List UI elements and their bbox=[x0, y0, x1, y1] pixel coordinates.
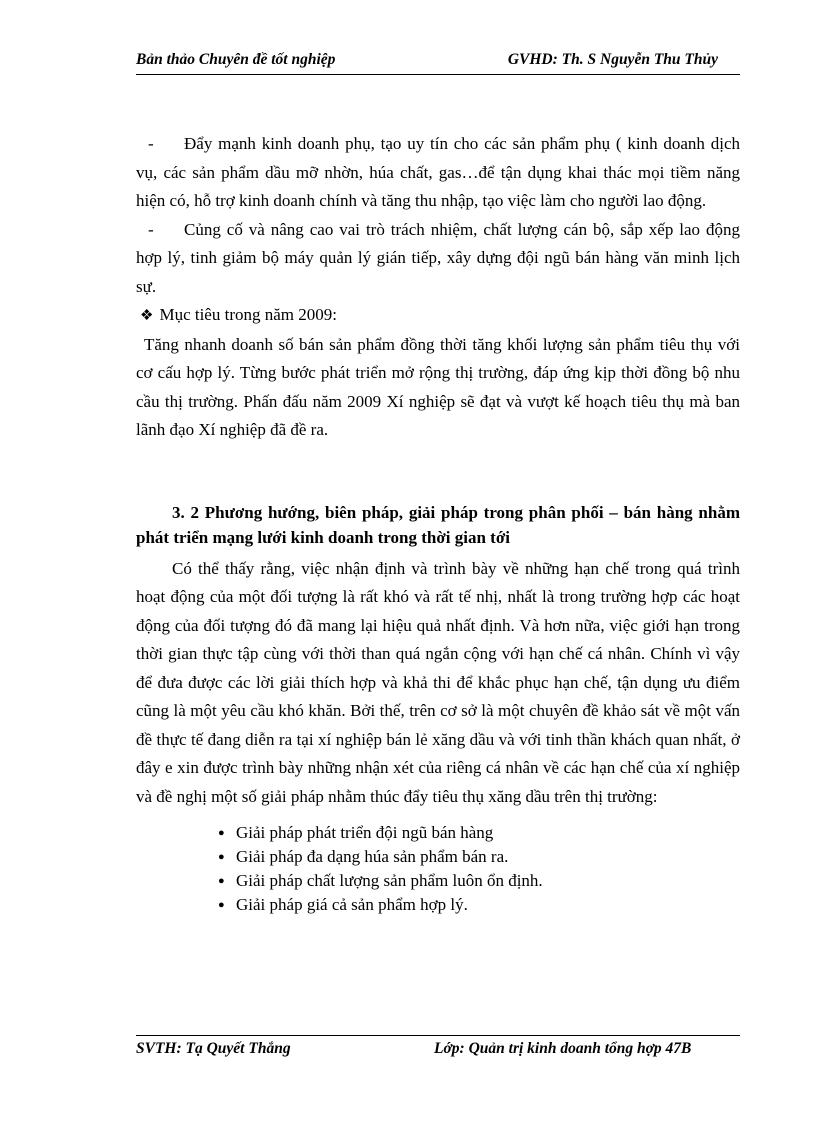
body-paragraph: Có thể thấy rằng, việc nhận định và trình bày về những hạn chế trong quá trình hoạt động của một đối tượng là rất khó và rất tế nhị, nhất là trong trường hợp các hoạt động của đối tượng đó đã mang lại hiệu quả nhất định. Và hơn nữa, việc giới hạn trong thời gian thực tập cùng với thời than quá ngắn cộng với hạn chế cá nhân. Chính vì vậy để đưa được các lời giải thích hợp và khả thi để khắc phục hạn chế, tận dụng ưu điểm cũng là một yêu cầu khó khăn. Bởi thế, trên cơ sở là một chuyên đề khảo sát về một vấn đề thực tế đang diễn ra tại xí nghiệp bán lẻ xăng dầu và với tinh thần khách quan nhất, ở đây e xin được trình bày những nhận xét của riêng cá nhân về các hạn chế của xí nghiệp và đề nghị một số giải pháp nhằm thúc đẩy tiêu thụ xăng dầu trên thị trường: bbox=[136, 558, 740, 806]
dash-marker: - bbox=[148, 134, 154, 153]
header-document-title: Bản thảo Chuyên đề tốt nghiệp bbox=[136, 51, 336, 68]
section-heading: 3. 2 Phương hướng, biên pháp, giải pháp trong phân phối – bán hàng nhằm phát triển mạng lưới kinh doanh trong thời gian tới bbox=[136, 502, 740, 547]
goal-heading-text: Mục tiêu trong năm 2009: bbox=[159, 305, 337, 324]
footer-class: Lớp: Quản trị kinh doanh tổng hợp 47B bbox=[434, 1040, 692, 1057]
goal-paragraph: Tăng nhanh doanh số bán sản phẩm đồng thời tăng khối lượng sản phẩm tiêu thụ với cơ cấu hợp lý. Từng bước phát triển mở rộng thị trường, đáp ứng kịp thời đồng bộ nhu cầu thị trường. Phấn đấu năm 2009 Xí nghiệp sẽ đạt và vượt kế hoạch tiêu thụ mà ban lãnh đạo Xí nghiệp đã đề ra. bbox=[136, 334, 740, 439]
page-header bbox=[136, 49, 740, 75]
header-supervisor: GVHD: Th. S Nguyễn Thu Thủy bbox=[507, 51, 718, 68]
diamond-bullet-icon: ❖ bbox=[140, 308, 154, 324]
page-content bbox=[136, 130, 740, 917]
dash-paragraph-2-text: Củng cố và nâng cao vai trò trách nhiệm, chất lượng cán bộ, sắp xếp lao động hợp lý, tinh giảm bộ máy quản lý gián tiếp, xây dựng đội ngũ bán hàng văn minh lịch sự. bbox=[136, 219, 740, 296]
footer-student: SVTH: Tạ Quyết Thắng bbox=[136, 1040, 291, 1057]
page-footer bbox=[136, 1035, 740, 1063]
dash-paragraph-1-text: Đẩy mạnh kinh doanh phụ, tạo uy tín cho các sản phẩm phụ ( kinh doanh dịch vụ, các sản phẩm dầu mỡ nhờn, húa chất, gas…để tận dụng khai thác mọi tiềm năng hiện có, hỗ trợ kinh doanh chính và tăng thu nhập, tạo việc làm cho người lao động. bbox=[136, 134, 740, 210]
list-item: ● Giải pháp giá cả sản phẩm hợp lý. bbox=[218, 893, 740, 917]
solutions-list bbox=[136, 821, 740, 917]
list-item: ● Giải pháp đa dạng húa sản phẩm bán ra. bbox=[218, 845, 740, 869]
list-item: ● Giải pháp chất lượng sản phẩm luôn ổn định. bbox=[218, 869, 740, 893]
dash-paragraph-1 bbox=[136, 130, 740, 216]
goal-heading bbox=[136, 301, 740, 331]
list-item: ● Giải pháp phát triển đội ngũ bán hàng bbox=[218, 821, 740, 845]
dash-paragraph-2 bbox=[136, 216, 740, 302]
dash-marker: - bbox=[148, 219, 154, 239]
